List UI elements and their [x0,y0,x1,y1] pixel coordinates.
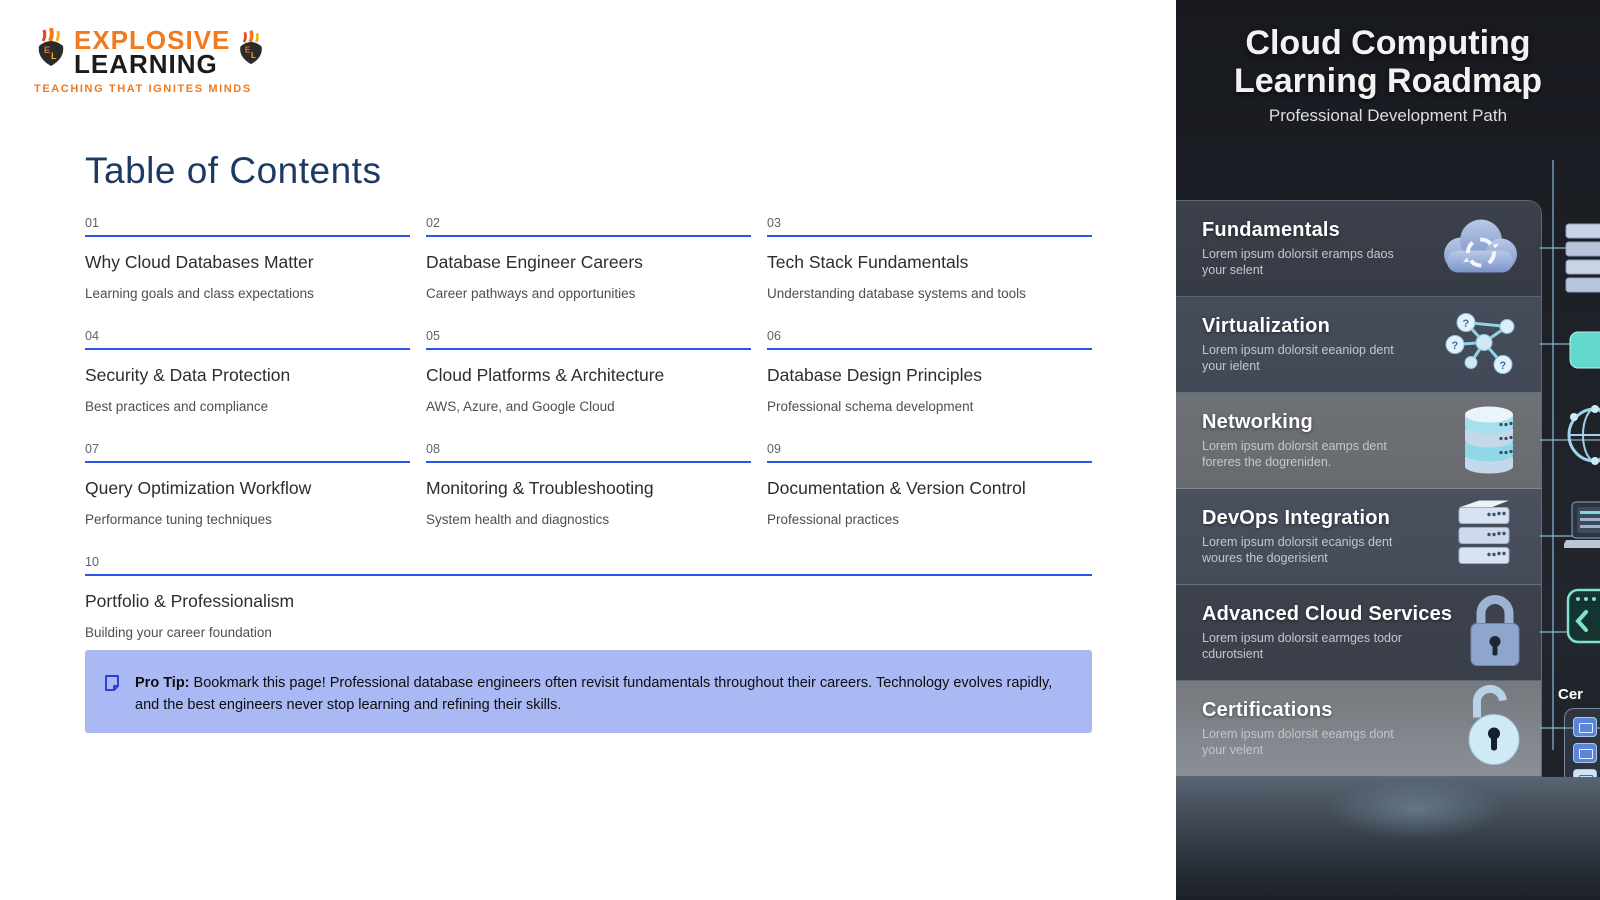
mini-cert-icon [1573,743,1597,763]
stage-title: Networking [1202,411,1313,433]
toc-item-title: Database Design Principles [767,365,982,385]
toc-item-title: Monitoring & Troubleshooting [426,478,654,498]
toc-item-title: Documentation & Version Control [767,478,1026,498]
stage-desc: Lorem ipsum dolorsit eeamgs dont your velent [1202,727,1394,758]
stage-desc: Lorem ipsum dolorsit eramps daos your selent [1202,247,1394,278]
toc-item-number: 06 [767,329,1092,350]
pro-tip-label: Pro Tip: [135,675,190,691]
toc-item-title: Portfolio & Professionalism [85,591,295,611]
toc-item-01[interactable] [85,216,410,301]
floor-reflection [1326,780,1506,840]
roadmap-stage-list [1176,200,1542,777]
toc-item-number: 02 [426,216,751,237]
server-stack-icon [1443,497,1527,576]
toc-item-desc: Professional schema development [767,399,974,414]
logo-tagline: TEACHING THAT IGNITES MINDS [34,83,252,95]
svg-text:?: ? [1462,317,1470,330]
toc-item-number: 08 [426,442,751,463]
explosive-learning-logo [34,24,266,95]
stage-devops-integration [1176,489,1541,585]
toc-item-desc: Understanding database systems and tools [767,286,1026,301]
toc-item-title: Database Engineer Careers [426,252,643,272]
svg-text:?: ? [1499,359,1507,372]
svg-text:E: E [44,45,51,55]
edge-laptop-icon [1564,498,1600,559]
toc-item-number: 07 [85,442,410,463]
pro-tip-body: Bookmark this page! Professional database engineers often revisit fundamentals throughout their careers. Technology evolves rapidly, and the best engineers never stop learning and refining their skills. [135,675,1053,714]
toc-item-number: 03 [767,216,1092,237]
toc-item-05[interactable] [426,329,751,414]
stage-title: Virtualization [1202,315,1331,337]
toc-item-title: Tech Stack Fundamentals [767,252,969,272]
stage-advanced-cloud-services [1176,585,1541,681]
toc-item-07[interactable] [85,442,410,527]
svg-text:L: L [51,51,57,61]
edge-code-icon [1566,588,1600,649]
stage-desc: Lorem ipsum dolorsit ecanigs dent woures the dogerisient [1202,535,1393,566]
toc-item-desc: Career pathways and opportunities [426,286,636,301]
logo-line2: LEARNING [74,48,218,79]
toc-item-desc: Professional practices [767,512,900,527]
edge-server-icon [1560,218,1600,301]
edge-globe-icon [1562,402,1600,473]
toc-item-04[interactable] [85,329,410,414]
note-bookmark-icon [103,674,121,697]
toc-item-08[interactable] [426,442,751,527]
stage-title: DevOps Integration [1202,507,1391,529]
toc-grid [85,216,1092,640]
stage-desc: Lorem ipsum dolorsit eamps dent foreres the dogreniden. [1202,439,1387,470]
toc-item-title: Cloud Platforms & Architecture [426,365,665,385]
logo-line1: EXPLOSIVE [74,24,231,55]
toc-item-desc: AWS, Azure, and Google Cloud [426,399,615,414]
toc-item-title: Query Optimization Workflow [85,478,312,498]
toc-item-10[interactable] [85,555,1092,640]
toc-item-desc: Best practices and compliance [85,399,269,414]
stage-title: Certifications [1202,699,1333,721]
page-title: Table of Contents [85,150,382,191]
toc-item-number: 04 [85,329,410,350]
pro-tip-text [135,672,1068,717]
bomb-flame-icon [236,30,266,75]
toc-item-number: 05 [426,329,751,350]
toc-item-desc: Building your career foundation [85,625,272,640]
edge-card-icon [1568,330,1600,375]
padlock-open-icon [1461,684,1527,775]
network-nodes-icon [1441,306,1527,383]
stage-desc: Lorem ipsum dolorsit earmges todor cdurotsient [1202,631,1403,662]
roadmap-title-line2: Learning Roadmap [1234,62,1542,101]
pro-tip-callout [85,650,1092,733]
edge-certifications-label: Cer [1558,686,1584,703]
cloud-sync-icon [1431,212,1527,285]
roadmap-subtitle: Professional Development Path [1268,106,1508,125]
toc-item-desc: Performance tuning techniques [85,512,272,527]
toc-item-09[interactable] [767,442,1092,527]
stage-title: Fundamentals [1202,219,1340,241]
toc-item-desc: Learning goals and class expectations [85,286,314,301]
toc-item-03[interactable] [767,216,1092,301]
roadmap-infographic [1176,0,1600,900]
stage-title: Advanced Cloud Services [1202,603,1453,625]
svg-text:E: E [245,45,251,55]
toc-item-title: Security & Data Protection [85,365,291,385]
mini-cert-icon [1573,717,1597,737]
stage-desc: Lorem ipsum dolorsit eeaniop dent your ielent [1202,343,1394,374]
toc-item-title: Why Cloud Databases Matter [85,252,314,272]
svg-text:L: L [251,50,257,60]
toc-item-number: 09 [767,442,1092,463]
stage-virtualization [1176,297,1541,393]
toc-item-02[interactable] [426,216,751,301]
toc-item-number: 10 [85,555,1092,576]
toc-item-desc: System health and diagnostics [426,512,610,527]
roadmap-title-line1: Cloud Computing [1245,24,1531,62]
toc-item-06[interactable] [767,329,1092,414]
stage-networking [1176,393,1541,489]
stage-certifications [1176,681,1541,777]
stage-fundamentals [1176,201,1541,297]
bomb-flame-icon [34,28,68,77]
database-stack-icon [1451,400,1527,481]
padlock-closed-icon [1463,589,1527,676]
roadmap-title [1176,24,1600,100]
svg-text:?: ? [1451,339,1459,352]
logo-wordmark [74,24,231,79]
toc-item-number: 01 [85,216,410,237]
